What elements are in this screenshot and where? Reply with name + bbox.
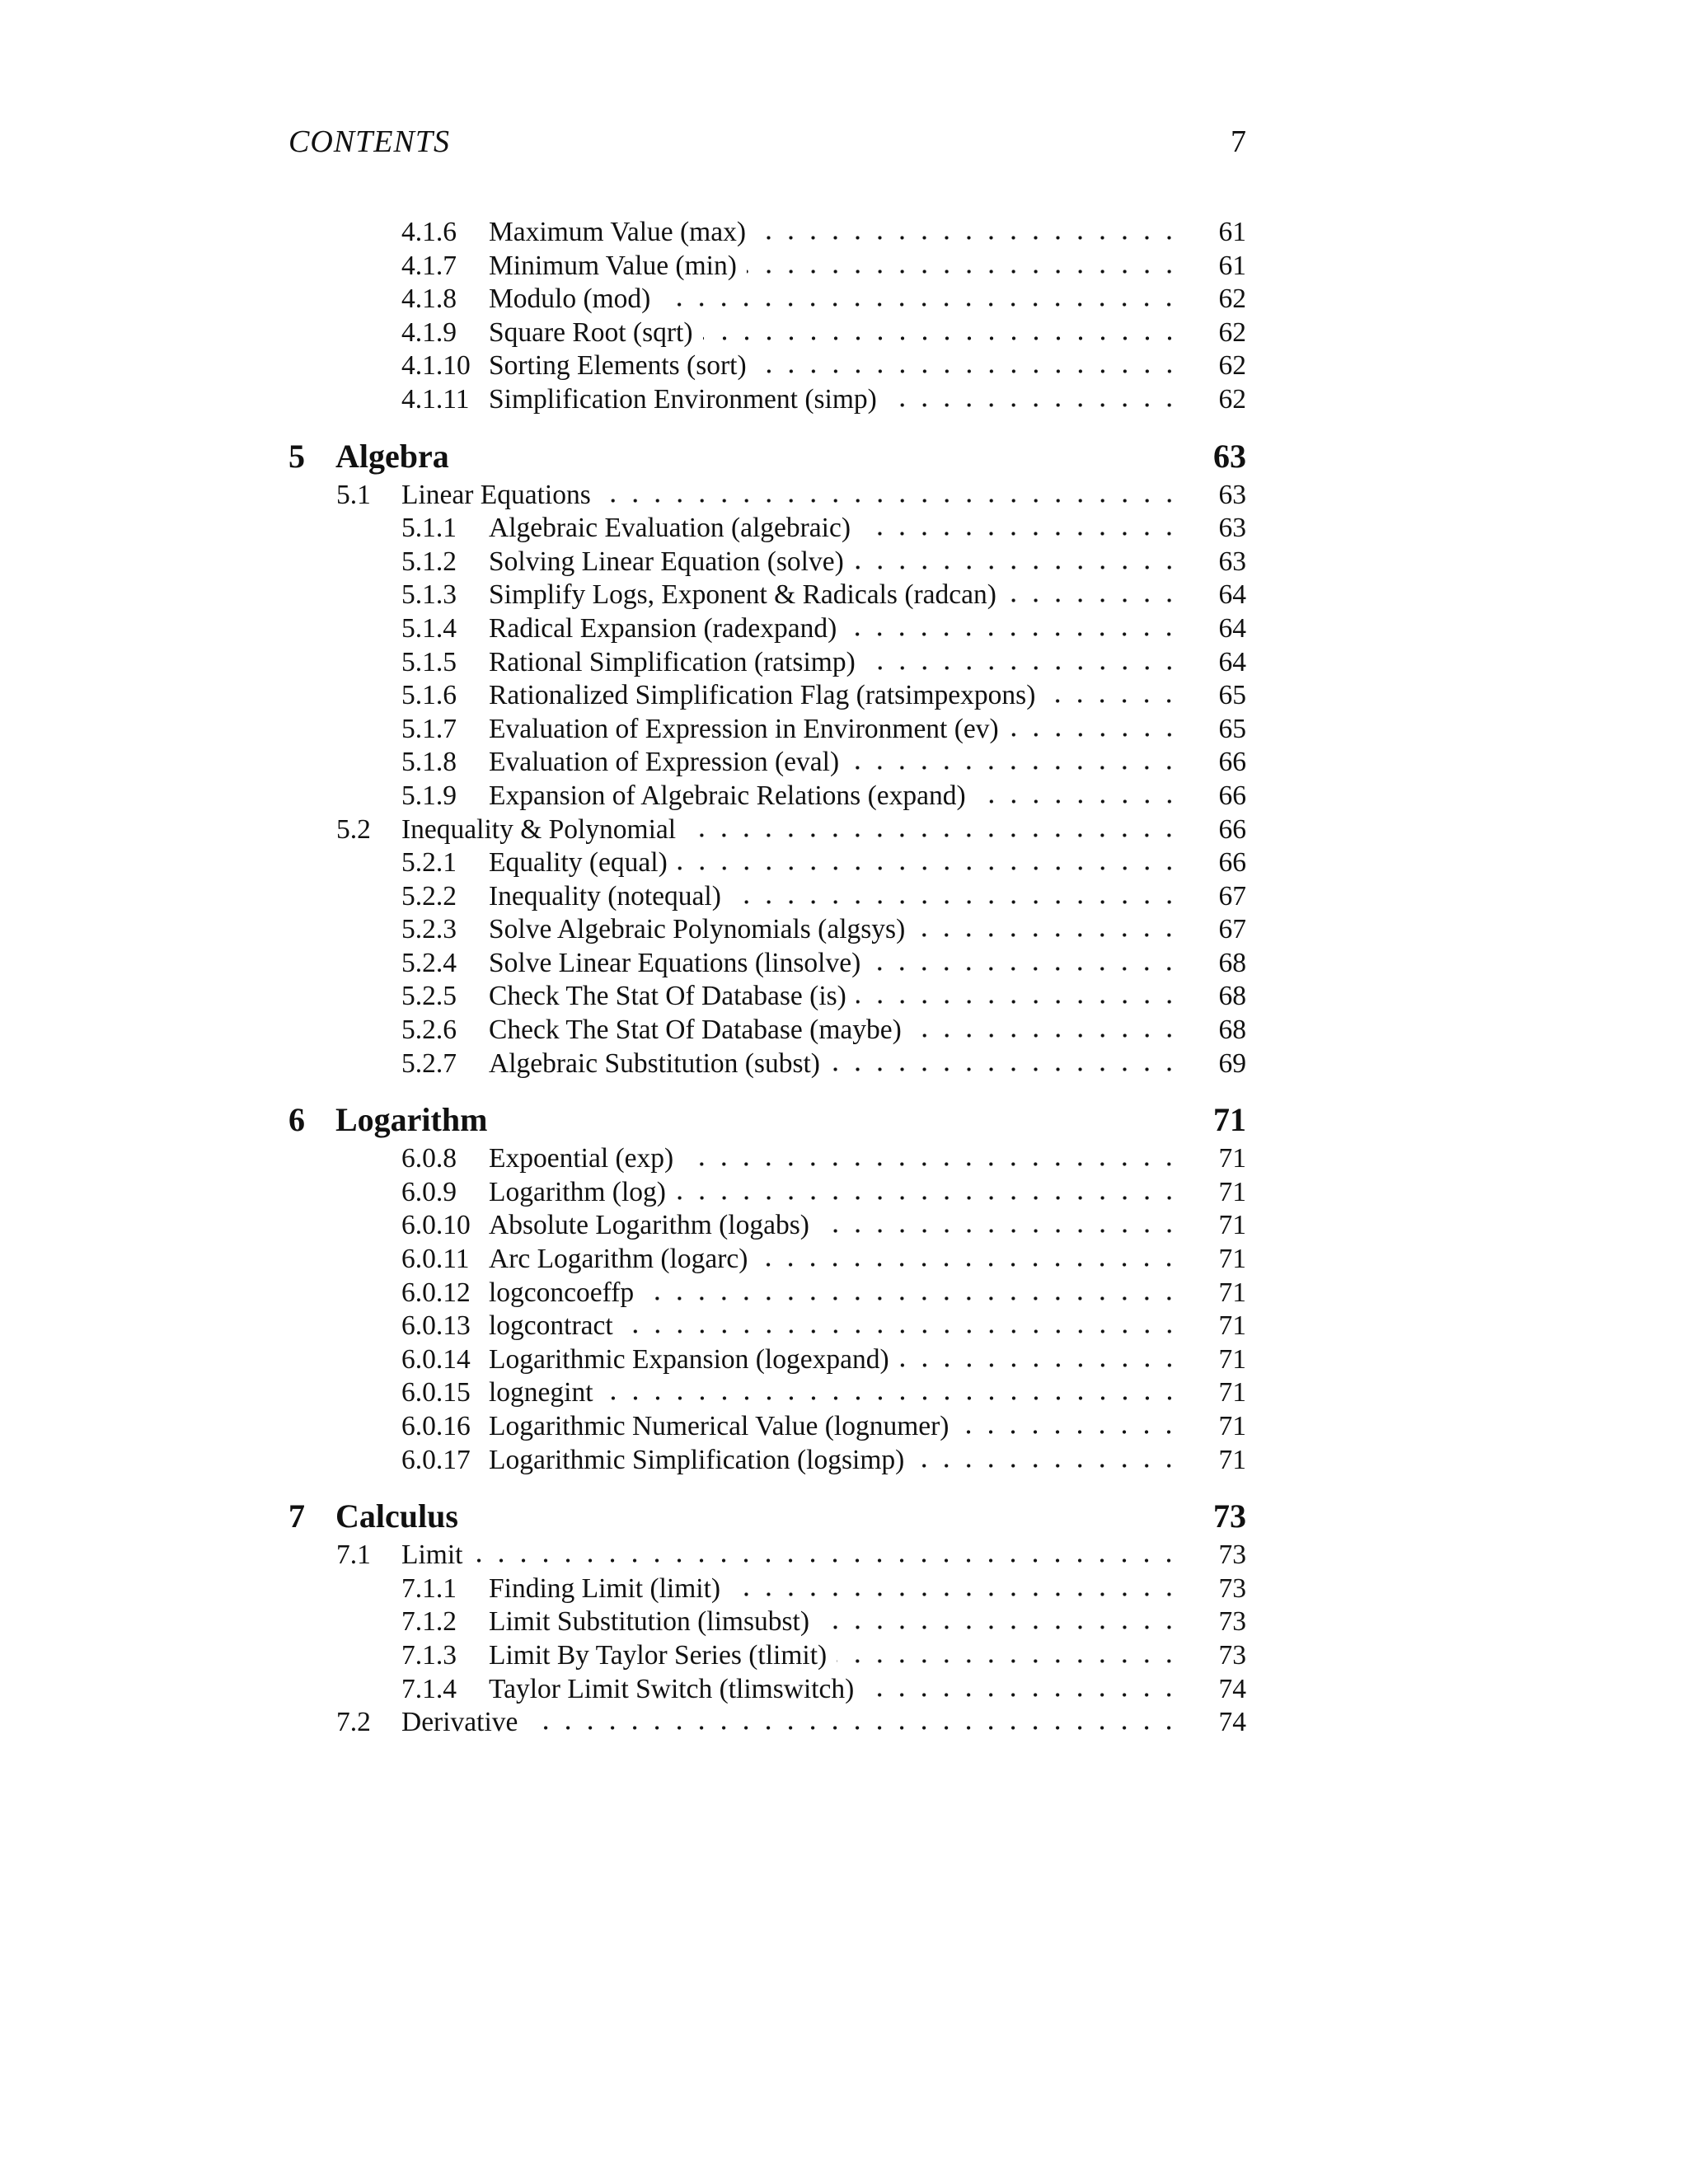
toc-entry-title: Algebraic Substitution (subst) xyxy=(489,1047,820,1079)
toc-entry-row xyxy=(288,250,1246,284)
toc-entry-title: Simplification Environment (simp) xyxy=(489,383,877,415)
toc-entry-row xyxy=(288,1047,1246,1081)
toc-entry-page: 64 xyxy=(1218,612,1246,644)
toc-entry-title: Evaluation of Expression (eval) xyxy=(489,747,840,778)
toc-entry-title: Limit xyxy=(401,1540,463,1571)
toc-entry-page: 63 xyxy=(1218,546,1246,577)
toc-entry-row xyxy=(288,646,1246,680)
toc-entry-number: 5.1.9 xyxy=(401,780,457,811)
toc-entry-title: Linear Equations xyxy=(401,479,591,510)
toc-entry-number: 6.0.14 xyxy=(401,1343,471,1375)
toc-entry-row xyxy=(288,813,1246,847)
toc-entry-number: 4.1.11 xyxy=(401,383,470,415)
toc-entry-row xyxy=(288,1310,1246,1343)
toc-entry-row xyxy=(288,1376,1246,1410)
toc-entry-number: 5.2.2 xyxy=(401,880,457,912)
toc-entry-page: 66 xyxy=(1218,847,1246,879)
toc-entry-row xyxy=(288,612,1246,646)
toc-entry-number: 5.2.5 xyxy=(401,981,457,1012)
toc-entry-title: Minimum Value (min) xyxy=(489,250,737,281)
toc-entry-row xyxy=(288,546,1246,579)
toc-entry-number: 5.2.7 xyxy=(401,1047,457,1079)
toc-entry-number: 5.1.7 xyxy=(401,713,457,744)
leader-dots xyxy=(731,899,1180,905)
toc-entry-title: Logarithm xyxy=(335,1101,488,1139)
toc-entry-number: 5.1.8 xyxy=(401,747,457,778)
leader-dots xyxy=(976,799,1180,804)
leader-dots xyxy=(678,865,1180,871)
toc-entry-title: Maximum Value (max) xyxy=(489,217,746,247)
leader-dots xyxy=(846,631,1180,637)
toc-entry-number: 5.1.4 xyxy=(401,612,457,644)
toc-entry-title: Absolute Logarithm (logabs) xyxy=(489,1210,809,1241)
toc-chapter-row xyxy=(288,1101,1246,1139)
page-title: CONTENTS xyxy=(288,124,450,159)
toc-entry-row xyxy=(288,1142,1246,1176)
toc-entry-number: 6.0.12 xyxy=(401,1277,471,1308)
toc-entry-number: 6.0.16 xyxy=(401,1411,471,1441)
toc-entry-row xyxy=(288,1444,1246,1478)
toc-entry-number: 5.2 xyxy=(336,813,371,845)
leader-dots xyxy=(915,932,1180,938)
toc-entry-page: 63 xyxy=(1218,479,1246,510)
leader-dots xyxy=(1045,698,1180,704)
leader-dots xyxy=(912,1033,1180,1038)
toc-chapter-row xyxy=(288,438,1246,476)
toc-entry-page: 63 xyxy=(1213,437,1246,475)
toc-entry-title: Logarithmic Expansion (logexpand) xyxy=(489,1343,889,1375)
toc-entry-number: 5.1.3 xyxy=(401,579,457,611)
toc-entry-title: Limit Substitution (limsubst) xyxy=(489,1606,810,1638)
toc-entry-page: 66 xyxy=(1218,813,1246,845)
toc-entry-title: Solve Linear Equations (linsolve) xyxy=(489,947,861,978)
toc-entry-number: 5.1.6 xyxy=(401,680,457,711)
toc-entry-page: 71 xyxy=(1213,1101,1246,1139)
toc-entry-title: Radical Expansion (radexpand) xyxy=(489,612,837,644)
toc-entry-page: 74 xyxy=(1218,1707,1246,1738)
toc-entry-row xyxy=(288,316,1246,350)
toc-entry-row xyxy=(288,283,1246,316)
toc-entry-row xyxy=(288,1605,1246,1639)
toc-entry-title: Logarithmic Numerical Value (lognumer) xyxy=(489,1411,950,1441)
leader-dots xyxy=(914,1463,1180,1469)
toc-entry-number: 4.1.10 xyxy=(401,350,471,382)
toc-entry-title: Logarithmic Simplification (logsimp) xyxy=(489,1444,905,1475)
leader-dots xyxy=(1009,732,1180,738)
running-header xyxy=(288,125,1246,158)
leader-dots xyxy=(757,368,1180,374)
toc-entry-page: 68 xyxy=(1218,981,1246,1012)
leader-dots xyxy=(864,1692,1180,1698)
toc-entry-page: 71 xyxy=(1218,1444,1246,1475)
leader-dots xyxy=(623,1329,1180,1334)
toc-entry-number: 7.1.4 xyxy=(401,1673,457,1704)
toc-entry-page: 71 xyxy=(1218,1343,1246,1375)
leader-dots xyxy=(849,765,1180,771)
toc-entry-row xyxy=(288,780,1246,813)
toc-entry-row xyxy=(288,880,1246,914)
toc-entry-page: 71 xyxy=(1218,1244,1246,1275)
leader-dots xyxy=(676,1195,1180,1201)
toc-entry-page: 69 xyxy=(1218,1047,1246,1079)
toc-entry-row xyxy=(288,947,1246,981)
leader-dots xyxy=(870,966,1180,972)
leader-dots xyxy=(899,1362,1180,1368)
toc-entry-number: 5.1.1 xyxy=(401,513,457,544)
toc-entry-page: 71 xyxy=(1218,1277,1246,1308)
toc-entry-row xyxy=(288,1343,1246,1377)
toc-entry-page: 64 xyxy=(1218,646,1246,677)
toc-entry-page: 62 xyxy=(1218,284,1246,315)
toc-entry-row xyxy=(288,846,1246,880)
header-page-number: 7 xyxy=(1231,124,1246,159)
toc-entry-title: Rational Simplification (ratsimp) xyxy=(489,646,856,677)
toc-entry-row xyxy=(288,512,1246,546)
leader-dots xyxy=(757,1262,1180,1268)
toc-entry-number: 5.2.1 xyxy=(401,847,457,879)
toc-entry-row xyxy=(288,1673,1246,1707)
toc-entry-page: 64 xyxy=(1218,579,1246,611)
toc-entry-page: 67 xyxy=(1218,880,1246,912)
toc-entry-page: 73 xyxy=(1218,1572,1246,1604)
toc-entry-row xyxy=(288,1209,1246,1243)
toc-entry-title: Expansion of Algebraic Relations (expand) xyxy=(489,780,966,811)
toc-entry-row xyxy=(288,1639,1246,1673)
toc-entry-number: 7.1 xyxy=(336,1540,371,1571)
toc-entry-row xyxy=(288,1539,1246,1572)
toc-entry-page: 63 xyxy=(1218,513,1246,544)
toc-entry-number: 4.1.8 xyxy=(401,284,457,315)
toc-entry-page: 73 xyxy=(1213,1497,1246,1535)
toc-entry-page: 65 xyxy=(1218,680,1246,711)
leader-dots xyxy=(837,1658,1180,1664)
toc-entry-row xyxy=(288,579,1246,612)
toc-entry-title: Arc Logarithm (logarc) xyxy=(489,1244,748,1275)
toc-entry-title: Calculus xyxy=(335,1497,458,1535)
toc-list xyxy=(288,216,1246,1740)
leader-dots xyxy=(854,565,1180,570)
toc-entry-page: 62 xyxy=(1218,383,1246,415)
toc-entry-number: 7.1.1 xyxy=(401,1572,457,1604)
leader-dots xyxy=(703,335,1181,341)
toc-entry-title: Algebraic Evaluation (algebraic) xyxy=(489,513,851,544)
toc-entry-number: 4.1.6 xyxy=(401,217,457,247)
toc-entry-number: 6.0.11 xyxy=(401,1244,470,1275)
leader-dots xyxy=(856,999,1180,1005)
leader-dots xyxy=(756,235,1180,241)
toc-entry-title: Modulo (mod) xyxy=(489,284,651,315)
toc-entry-title: Limit By Taylor Series (tlimit) xyxy=(489,1639,828,1671)
toc-entry-page: 66 xyxy=(1218,780,1246,811)
toc-entry-number: 7.1.2 xyxy=(401,1606,457,1638)
toc-entry-number: 7.1.3 xyxy=(401,1639,457,1671)
toc-entry-title: Algebra xyxy=(335,437,449,475)
toc-entry-row xyxy=(288,479,1246,513)
leader-dots xyxy=(747,269,1180,274)
leader-dots xyxy=(887,402,1180,408)
toc-entry-page: 73 xyxy=(1218,1606,1246,1638)
toc-entry-number: 6.0.17 xyxy=(401,1444,471,1475)
toc-entry-row xyxy=(288,1176,1246,1210)
leader-dots xyxy=(860,531,1180,537)
toc-entry-row xyxy=(288,216,1246,250)
toc-entry-number: 5.2.3 xyxy=(401,914,457,945)
leader-dots xyxy=(528,1725,1180,1731)
toc-entry-page: 71 xyxy=(1218,1377,1246,1408)
toc-entry-title: Derivative xyxy=(401,1707,518,1738)
toc-entry-page: 62 xyxy=(1218,316,1246,348)
leader-dots xyxy=(865,665,1180,671)
toc-entry-number: 6.0.8 xyxy=(401,1143,457,1174)
toc-entry-page: 71 xyxy=(1218,1411,1246,1441)
toc-entry-title: logconcoeffp xyxy=(489,1277,635,1308)
toc-entry-row xyxy=(288,679,1246,713)
toc-entry-number: 6.0.15 xyxy=(401,1377,471,1408)
leader-dots xyxy=(660,302,1180,307)
toc-entry-number: 6.0.10 xyxy=(401,1210,471,1241)
toc-entry-row xyxy=(288,383,1246,417)
leader-dots xyxy=(830,1066,1180,1072)
toc-entry-row xyxy=(288,980,1246,1014)
leader-dots xyxy=(819,1228,1180,1234)
toc-entry-title: Finding Limit (limit) xyxy=(489,1572,721,1604)
toc-entry-title: Inequality (notequal) xyxy=(489,880,721,912)
toc-entry-number: 5 xyxy=(288,437,305,475)
toc-entry-page: 62 xyxy=(1218,350,1246,382)
toc-entry-title: Square Root (sqrt) xyxy=(489,316,693,348)
leader-dots xyxy=(683,1161,1180,1167)
toc-entry-page: 71 xyxy=(1218,1310,1246,1342)
toc-chapter-row xyxy=(288,1497,1246,1535)
toc-entry-title: Solve Algebraic Polynomials (algsys) xyxy=(489,914,906,945)
toc-entry-page: 71 xyxy=(1218,1176,1246,1207)
toc-entry-title: lognegint xyxy=(489,1377,593,1408)
toc-page xyxy=(288,125,1246,1740)
toc-entry-title: Logarithm (log) xyxy=(489,1176,666,1207)
leader-dots xyxy=(601,498,1180,504)
toc-entry-row xyxy=(288,1243,1246,1277)
toc-entry-page: 61 xyxy=(1218,250,1246,281)
leader-dots xyxy=(472,1558,1180,1563)
toc-entry-number: 6 xyxy=(288,1101,305,1139)
leader-dots xyxy=(603,1395,1180,1401)
toc-entry-row xyxy=(288,1014,1246,1047)
toc-entry-title: Expoential (exp) xyxy=(489,1143,674,1174)
toc-entry-page: 71 xyxy=(1218,1210,1246,1241)
toc-entry-page: 68 xyxy=(1218,947,1246,978)
toc-entry-number: 5.1 xyxy=(336,479,371,510)
toc-entry-page: 67 xyxy=(1218,914,1246,945)
toc-entry-row xyxy=(288,746,1246,780)
toc-entry-title: Check The Stat Of Database (maybe) xyxy=(489,1015,902,1046)
toc-entry-row xyxy=(288,1572,1246,1606)
leader-dots xyxy=(686,832,1180,838)
toc-entry-row xyxy=(288,1410,1246,1444)
toc-entry-title: Evaluation of Expression in Environment (ev) xyxy=(489,713,999,744)
leader-dots xyxy=(644,1296,1180,1301)
toc-entry-row xyxy=(288,1706,1246,1740)
toc-entry-row xyxy=(288,349,1246,383)
toc-entry-number: 4.1.9 xyxy=(401,316,457,348)
toc-entry-page: 71 xyxy=(1218,1143,1246,1174)
toc-entry-page: 65 xyxy=(1218,713,1246,744)
toc-entry-page: 73 xyxy=(1218,1540,1246,1571)
toc-entry-number: 5.1.5 xyxy=(401,646,457,677)
toc-entry-page: 61 xyxy=(1218,217,1246,247)
toc-entry-title: Check The Stat Of Database (is) xyxy=(489,981,846,1012)
toc-entry-number: 5.2.6 xyxy=(401,1015,457,1046)
toc-entry-number: 6.0.9 xyxy=(401,1176,457,1207)
toc-entry-number: 6.0.13 xyxy=(401,1310,471,1342)
toc-entry-number: 7 xyxy=(288,1497,305,1535)
leader-dots xyxy=(1006,598,1180,603)
toc-entry-title: Rationalized Simplification Flag (ratsimpexpons) xyxy=(489,680,1036,711)
leader-dots xyxy=(819,1624,1180,1630)
toc-entry-number: 5.2.4 xyxy=(401,947,457,978)
toc-entry-number: 5.1.2 xyxy=(401,546,457,577)
toc-entry-title: Sorting Elements (sort) xyxy=(489,350,747,382)
leader-dots xyxy=(959,1429,1180,1435)
toc-entry-title: Equality (equal) xyxy=(489,847,668,879)
toc-entry-row xyxy=(288,713,1246,747)
toc-entry-title: logcontract xyxy=(489,1310,613,1342)
toc-entry-number: 7.2 xyxy=(336,1707,371,1738)
toc-entry-number: 4.1.7 xyxy=(401,250,457,281)
toc-entry-page: 68 xyxy=(1218,1015,1246,1046)
toc-entry-page: 73 xyxy=(1218,1639,1246,1671)
toc-entry-page: 74 xyxy=(1218,1673,1246,1704)
toc-entry-title: Solving Linear Equation (solve) xyxy=(489,546,844,577)
toc-entry-title: Simplify Logs, Exponent & Radicals (radcan) xyxy=(489,579,996,611)
toc-entry-title: Inequality & Polynomial xyxy=(401,813,677,845)
toc-entry-row xyxy=(288,913,1246,947)
toc-entry-title: Taylor Limit Switch (tlimswitch) xyxy=(489,1673,855,1704)
toc-entry-page: 66 xyxy=(1218,747,1246,778)
toc-entry-row xyxy=(288,1277,1246,1310)
leader-dots xyxy=(730,1591,1180,1597)
